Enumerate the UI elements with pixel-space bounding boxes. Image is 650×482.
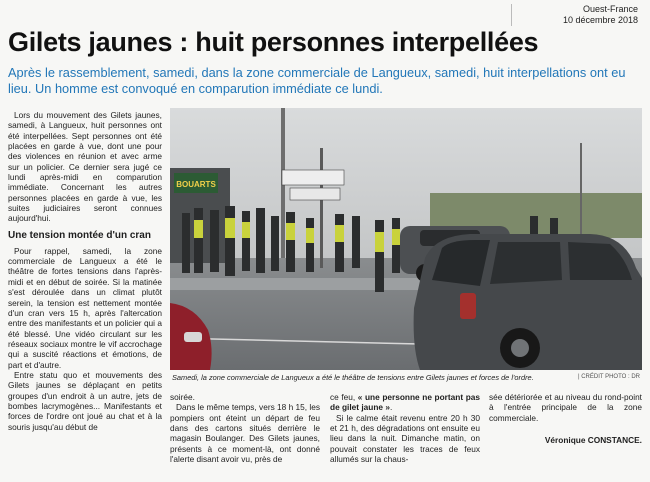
red-car-light [184,332,202,342]
body-paragraph: Dans le même temps, vers 18 h 15, les pompiers ont éteint un départ de feu dans des cartons situés derrière le magasin Boulanger. Des Gilets jaunes, présents à ce moment-là, ont donné l'alerte disant avoir vu, près de [170,402,320,465]
sidewalk [170,278,430,290]
body-paragraph: Si le calme était revenu entre 20 h 30 et 21 h, des dégradations ont ensuite eu lieu dans la nuit. Dimanche matin, on pouvait constater les traces de feux allumés sur la chaus- [330,412,480,465]
body-paragraph [330,392,480,413]
road-sign [282,170,344,185]
hubcap [511,339,529,357]
shop-sign: BOUARTS [176,180,216,189]
body-paragraph: Pour rappel, samedi, la zone commerciale de Langueux a été le théâtre de fortes tensions dans l'après-midi et en début de soirée. Si la matinée s'est déroulée dans un climat plutôt serein, la tension est nettement montée d'un cran vers 15 h, après l'altercation entre des manifestants et un policier qui a été blessé. Une vidéo circulant sur les réseaux sociaux montre le vif accrochage qui a suscité réactions et émotions, de part et d'autre. [8,245,162,370]
text-run: . [389,402,393,413]
subheading: Une tension montée d'un cran [8,229,151,241]
newspaper-name: Ouest-France [582,4,638,14]
body-paragraph: sée détériorée et au niveau du rond-point à l'entrée principale de la zone commerciale. [489,392,642,423]
grey-car-side-window [490,242,562,284]
body-paragraph: Entre statu quo et mouvements des Gilets jaunes se déplaçant en petits groupes d'un endroit à un autre, jets de bombes lacrymogènes... Manifestants et forces de l'ordre ont joué au chat et à la souris jusqu'au début de [8,369,162,432]
text-run: ce feu, [330,392,358,402]
publication-date: 10 décembre 2018 [562,15,638,25]
column-3 [330,392,480,464]
photo-caption [172,373,640,382]
signpost [320,148,323,268]
column-1 [8,110,162,432]
caption-text: Samedi, la zone commerciale de Langueux a été le théâtre de tensions entre Gilets jaunes et forces de l'ordre. [172,373,534,382]
tail-light [460,293,476,319]
headline: Gilets jaunes : huit personnes interpellées [8,27,539,57]
column-2 [170,392,320,464]
road-sign [290,188,340,200]
author-signature: Véronique CONSTANCE. [544,435,642,445]
body-paragraph: soirée. [170,392,195,402]
photo-credit: | CRÉDIT PHOTO : DR [577,374,640,380]
news-photo [170,108,642,370]
article-source [511,4,638,26]
quotation: « une personne ne portant pas de gilet jaune » [330,392,480,413]
column-4 [489,392,642,423]
body-paragraph: Lors du mouvement des Gilets jaunes, samedi, à Langueux, huit personnes ont été interpellées. Sept personnes ont été placées en garde à vue, dont une pour des violences en réunion et avec arme sur un policier. Ce dernier sera jugé ce lundi après-midi en comparution immédiate. Concernant les autres personnes placées en garde à vue, les suites judiciaires seront connues aujourd'hui. [8,110,162,224]
lead-paragraph: Après le rassemblement, samedi, dans la zone commerciale de Langueux, samedi, huit interpellations ont eu lieu. Un homme est convoqué en comparution immédiate ce lundi. [8,65,626,96]
